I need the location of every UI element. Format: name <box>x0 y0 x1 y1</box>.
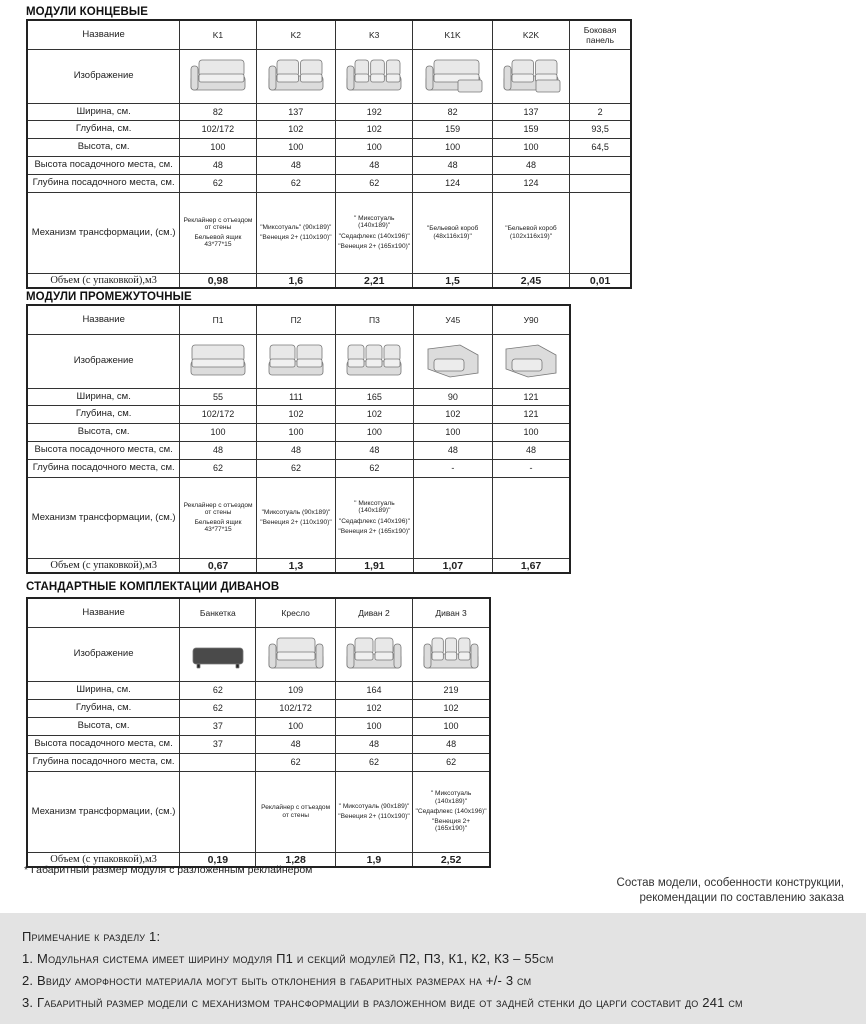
depth-cell: 102 <box>336 405 413 423</box>
width-cell: 137 <box>256 103 335 120</box>
mechanism-option: "Миксотуаль (90х189)" <box>261 508 331 516</box>
height-cell: 100 <box>180 423 256 441</box>
row-label: Ширина, см. <box>27 103 180 120</box>
width-cell: 165 <box>336 388 413 405</box>
table-row <box>27 441 570 459</box>
depth-cell: 102 <box>413 405 492 423</box>
table-row <box>27 717 490 735</box>
height-cell: 100 <box>336 138 413 156</box>
table-row <box>27 753 490 771</box>
table-row <box>27 192 631 273</box>
mechanism-option: Реклайнер с отъездом от стены <box>183 501 253 516</box>
width-cell: 90 <box>413 388 492 405</box>
mechanism-cell <box>336 192 413 273</box>
sofa-end-module-3-seat-icon <box>338 54 410 98</box>
seat-depth-cell: 62 <box>256 174 335 192</box>
mechanism-option: Реклайнер с отъездом от стены <box>183 216 253 231</box>
row-label: Высота посадочного места, см. <box>27 735 180 753</box>
depth-cell: 102 <box>335 699 412 717</box>
standard-sets-table <box>26 597 491 868</box>
row-label: Механизм трансформации, (см.) <box>27 192 180 273</box>
width-cell: 62 <box>180 681 256 699</box>
column-header: Банкетка <box>180 598 256 627</box>
image-cell <box>180 627 256 681</box>
mechanism-option: "Венеция 2+ (165х190)" <box>338 527 411 535</box>
mechanism-option: "Венеция 2+ (110х190)" <box>260 234 332 241</box>
row-label: Объем (с упаковкой),м3 <box>27 273 180 288</box>
image-cell <box>413 49 492 103</box>
table-row <box>27 120 631 138</box>
table-row <box>27 103 631 120</box>
sofa-3-seat-icon <box>415 632 487 676</box>
seat-height-cell: 48 <box>413 735 490 753</box>
row-label: Название <box>27 305 180 334</box>
footnote: * Габаритный размер модуля с разложенным реклайнером <box>24 864 313 876</box>
row-label: Название <box>27 20 180 49</box>
height-cell: 100 <box>256 423 335 441</box>
column-header: Боковая панель <box>570 20 631 49</box>
width-cell: 137 <box>492 103 569 120</box>
sofa-middle-module-1-seat-icon <box>182 339 253 383</box>
row-label: Глубина посадочного места, см. <box>27 459 180 477</box>
ottoman-icon <box>182 632 253 676</box>
composition-line: рекомендации по составлению заказа <box>639 892 844 904</box>
row-label: Глубина посадочного места, см. <box>27 753 180 771</box>
volume-cell: 2,52 <box>413 852 490 867</box>
height-cell: 100 <box>413 138 492 156</box>
mechanism-option: "Венеция 2+ (110х190)" <box>260 519 332 526</box>
table-row <box>27 156 631 174</box>
table-row <box>27 598 490 627</box>
mechanism-option: Реклайнер с отъездом от стены <box>261 804 331 819</box>
mechanism-cell <box>180 771 256 852</box>
seat-depth-cell: - <box>493 459 570 477</box>
column-header: K2K <box>492 20 569 49</box>
image-cell <box>180 334 256 388</box>
section-title: СТАНДАРТНЫЕ КОМПЛЕКТАЦИИ ДИВАНОВ <box>26 581 280 593</box>
width-cell: 111 <box>256 388 335 405</box>
note-item: 2. Ввиду аморфности материала могут быть отклонения в габаритных размерах на +/- 3 см <box>22 973 532 988</box>
sofa-corner-45-module-icon <box>416 339 490 383</box>
width-cell: 109 <box>256 681 335 699</box>
mechanism-option: "Седафлекс (140х196)" <box>338 517 410 525</box>
row-label: Изображение <box>27 49 180 103</box>
depth-cell: 102 <box>256 405 335 423</box>
sofa-2-seat-icon <box>338 632 410 676</box>
row-label: Изображение <box>27 627 180 681</box>
row-label: Ширина, см. <box>27 681 180 699</box>
depth-cell: 102/172 <box>256 699 335 717</box>
image-cell <box>413 627 490 681</box>
seat-depth-cell <box>570 174 631 192</box>
table-row <box>27 334 570 388</box>
seat-depth-cell: 124 <box>492 174 569 192</box>
depth-cell: 102 <box>336 120 413 138</box>
depth-cell: 93,5 <box>570 120 631 138</box>
table-row <box>27 681 490 699</box>
height-cell: 100 <box>336 423 413 441</box>
row-label: Глубина, см. <box>27 120 180 138</box>
table-row <box>27 477 570 558</box>
row-label: Высота, см. <box>27 717 180 735</box>
column-header: Диван 3 <box>413 598 490 627</box>
seat-height-cell: 48 <box>413 441 492 459</box>
seat-depth-cell: 62 <box>180 174 256 192</box>
height-cell: 100 <box>335 717 412 735</box>
height-cell: 100 <box>413 423 492 441</box>
volume-cell: 0,01 <box>570 273 631 288</box>
sofa-end-module-1-seat-icon <box>182 54 253 98</box>
height-cell: 100 <box>256 717 335 735</box>
row-label: Высота посадочного места, см. <box>27 156 180 174</box>
width-cell: 2 <box>570 103 631 120</box>
image-cell <box>492 49 569 103</box>
sofa-end-module-chaise-2-icon <box>495 54 567 98</box>
mechanism-cell <box>413 192 492 273</box>
seat-depth-cell: 62 <box>336 459 413 477</box>
mechanism-option: " Миксотуаль (140х189)" <box>353 215 395 230</box>
volume-cell: 0,98 <box>180 273 256 288</box>
sofa-end-module-chaise-1-icon <box>415 54 489 98</box>
column-header: П2 <box>256 305 335 334</box>
seat-height-cell: 48 <box>335 735 412 753</box>
seat-height-cell: 48 <box>256 156 335 174</box>
width-cell: 164 <box>335 681 412 699</box>
image-cell <box>413 334 492 388</box>
mechanism-option: Бельевой ящик 43*77*15 <box>194 234 242 249</box>
image-cell <box>180 49 256 103</box>
seat-depth-cell <box>180 753 256 771</box>
sofa-end-module-2-seat-icon <box>259 54 333 98</box>
armchair-icon <box>258 632 332 676</box>
note-item: 3. Габаритный размер модели с механизмом трансформации в разложенном виде от задней стенки до царги составит до 241 см <box>22 995 743 1010</box>
mechanism-option: "Венеция 2+ (165х190)" <box>338 242 411 250</box>
mechanism-cell <box>256 771 335 852</box>
width-cell: 121 <box>493 388 570 405</box>
depth-cell: 159 <box>413 120 492 138</box>
sofa-middle-module-2-seat-icon <box>259 339 333 383</box>
mechanism-option: "Седафлекс (140х196)" <box>415 807 487 815</box>
column-header: Кресло <box>256 598 335 627</box>
row-label: Высота посадочного места, см. <box>27 441 180 459</box>
column-header: П3 <box>336 305 413 334</box>
image-cell <box>335 627 412 681</box>
table-row <box>27 771 490 852</box>
table-row <box>27 627 490 681</box>
depth-cell: 102/172 <box>180 120 256 138</box>
volume-cell: 1,3 <box>256 558 335 573</box>
seat-depth-cell: 62 <box>256 753 335 771</box>
section-title: МОДУЛИ ПРОМЕЖУТОЧНЫЕ <box>26 291 192 303</box>
seat-depth-cell: 124 <box>413 174 492 192</box>
row-label: Объем (с упаковкой),м3 <box>27 558 180 573</box>
column-header: K3 <box>336 20 413 49</box>
volume-cell: 2,21 <box>336 273 413 288</box>
image-cell <box>336 334 413 388</box>
volume-cell: 1,91 <box>336 558 413 573</box>
mechanism-option: "Бельевой короб (102х116х19)" <box>505 225 557 240</box>
mechanism-cell <box>413 477 492 558</box>
sofa-corner-90-module-icon <box>495 339 567 383</box>
sofa-middle-module-3-seat-icon <box>338 339 410 383</box>
column-header: Диван 2 <box>335 598 412 627</box>
table-row <box>27 20 631 49</box>
height-cell: 100 <box>180 138 256 156</box>
volume-cell: 1,67 <box>493 558 570 573</box>
intermediate-modules-table <box>26 304 571 574</box>
row-label: Название <box>27 598 180 627</box>
mechanism-option: " Миксотуаль (140х189)" <box>430 790 472 805</box>
column-header: K2 <box>256 20 335 49</box>
mechanism-option: "Бельевой короб (48х116х19)" <box>426 225 479 240</box>
mechanism-cell <box>256 477 335 558</box>
mechanism-cell <box>413 771 490 852</box>
table-row <box>27 558 570 573</box>
table-row <box>27 423 570 441</box>
row-label: Высота, см. <box>27 423 180 441</box>
end-modules-table <box>26 19 632 289</box>
table-row <box>27 459 570 477</box>
table-row <box>27 405 570 423</box>
mechanism-cell <box>570 192 631 273</box>
image-cell <box>336 49 413 103</box>
mechanism-cell <box>493 477 570 558</box>
width-cell: 82 <box>180 103 256 120</box>
table-row <box>27 388 570 405</box>
image-cell <box>256 334 335 388</box>
mechanism-cell <box>180 477 256 558</box>
table-row <box>27 49 631 103</box>
row-label: Глубина, см. <box>27 405 180 423</box>
mechanism-cell <box>336 477 413 558</box>
note-item: 1. Модульная система имеет ширину модуля П1 и секций модулей П2, П3, К1, К2, К3 – 55см <box>22 951 554 966</box>
row-label: Ширина, см. <box>27 388 180 405</box>
table-row <box>27 735 490 753</box>
volume-cell: 0,67 <box>180 558 256 573</box>
width-cell: 82 <box>413 103 492 120</box>
notes-panel <box>0 913 866 1024</box>
mechanism-option: "Миксотуаль" (90х189)" <box>260 223 332 231</box>
mechanism-cell <box>335 771 412 852</box>
seat-height-cell: 37 <box>180 735 256 753</box>
seat-depth-cell: 62 <box>335 753 412 771</box>
mechanism-option: " Миксотуаль (140х189)" <box>354 500 395 515</box>
height-cell: 100 <box>256 138 335 156</box>
mechanism-option: Бельевой ящик 43*77*15 <box>194 519 242 534</box>
mechanism-option: "Венеция 2+ (110х190)" <box>338 813 410 820</box>
seat-height-cell: 48 <box>180 441 256 459</box>
height-cell: 37 <box>180 717 256 735</box>
image-cell <box>570 49 631 103</box>
mechanism-option: "Венеция 2+ (165х190)" <box>432 818 471 833</box>
height-cell: 64,5 <box>570 138 631 156</box>
depth-cell: 121 <box>493 405 570 423</box>
composition-note <box>617 876 844 906</box>
table-row <box>27 273 631 288</box>
width-cell: 192 <box>336 103 413 120</box>
seat-height-cell: 48 <box>336 441 413 459</box>
row-label: Глубина, см. <box>27 699 180 717</box>
depth-cell: 62 <box>180 699 256 717</box>
image-cell <box>256 627 335 681</box>
seat-height-cell: 48 <box>256 735 335 753</box>
row-label: Механизм трансформации, (см.) <box>27 771 180 852</box>
volume-cell: 1,07 <box>413 558 492 573</box>
mechanism-cell <box>180 192 256 273</box>
height-cell: 100 <box>413 717 490 735</box>
row-label: Механизм трансформации, (см.) <box>27 477 180 558</box>
section-title: МОДУЛИ КОНЦЕВЫЕ <box>26 6 149 18</box>
table-row <box>27 174 631 192</box>
volume-cell: 2,45 <box>492 273 569 288</box>
height-cell: 100 <box>493 423 570 441</box>
volume-cell: 1,28 <box>256 852 335 867</box>
seat-height-cell: 48 <box>256 441 335 459</box>
row-label: Изображение <box>27 334 180 388</box>
depth-cell: 102 <box>413 699 490 717</box>
table-row <box>27 138 631 156</box>
mechanism-cell <box>492 192 569 273</box>
row-label: Объем (с упаковкой),м3 <box>27 852 180 867</box>
volume-cell: 0,19 <box>180 852 256 867</box>
column-header: П1 <box>180 305 256 334</box>
depth-cell: 102/172 <box>180 405 256 423</box>
composition-line: Состав модели, особенности конструкции, <box>616 877 844 889</box>
depth-cell: 102 <box>256 120 335 138</box>
seat-height-cell: 48 <box>492 156 569 174</box>
volume-cell: 1,9 <box>335 852 412 867</box>
mechanism-option: " Миксотуаль (90х189)" <box>338 802 410 810</box>
seat-height-cell: 48 <box>336 156 413 174</box>
volume-cell: 1,5 <box>413 273 492 288</box>
height-cell: 100 <box>492 138 569 156</box>
width-cell: 219 <box>413 681 490 699</box>
mechanism-cell <box>256 192 335 273</box>
seat-height-cell <box>570 156 631 174</box>
row-label: Высота, см. <box>27 138 180 156</box>
column-header: K1K <box>413 20 492 49</box>
column-header: K1 <box>180 20 256 49</box>
table-row <box>27 699 490 717</box>
mechanism-option: "Седафлекс (140х196)" <box>338 232 410 240</box>
seat-depth-cell: 62 <box>336 174 413 192</box>
seat-depth-cell: 62 <box>180 459 256 477</box>
seat-height-cell: 48 <box>493 441 570 459</box>
image-cell <box>493 334 570 388</box>
column-header: У90 <box>493 305 570 334</box>
seat-height-cell: 48 <box>413 156 492 174</box>
seat-depth-cell: 62 <box>413 753 490 771</box>
volume-cell: 1,6 <box>256 273 335 288</box>
column-header: У45 <box>413 305 492 334</box>
image-cell <box>256 49 335 103</box>
row-label: Глубина посадочного места, см. <box>27 174 180 192</box>
notes-title: Примечание к разделу 1: <box>22 929 161 944</box>
seat-height-cell: 48 <box>180 156 256 174</box>
seat-depth-cell: - <box>413 459 492 477</box>
seat-depth-cell: 62 <box>256 459 335 477</box>
width-cell: 55 <box>180 388 256 405</box>
depth-cell: 159 <box>492 120 569 138</box>
table-row <box>27 305 570 334</box>
